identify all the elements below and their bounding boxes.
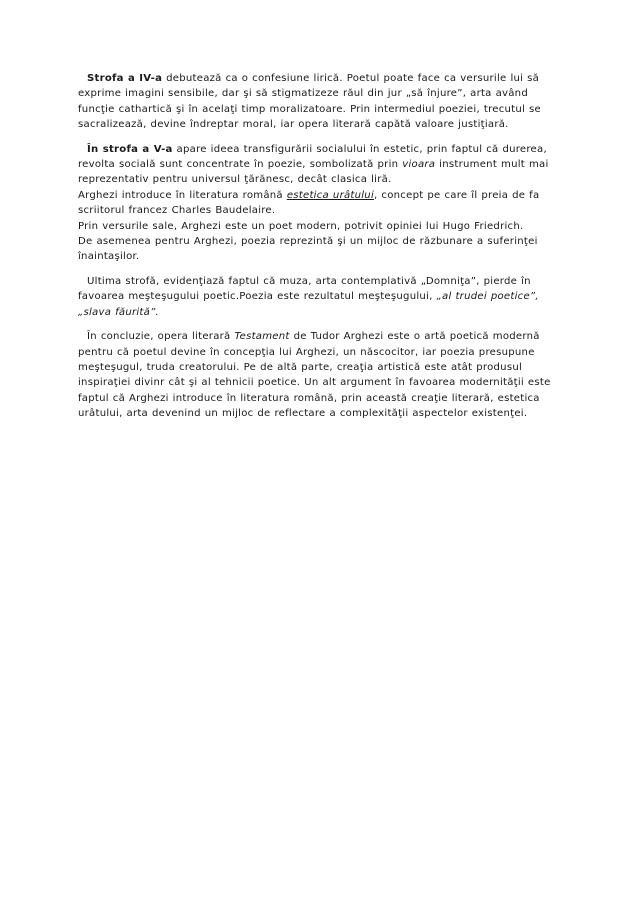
document-body <box>78 71 564 431</box>
title-testament: Testament <box>234 331 290 343</box>
paragraph-heading: Strofa a IV-a <box>87 73 163 84</box>
paragraph-text: instrument mult mai reprezentativ pentru universul ţărănesc, decât clasica liră. <box>78 159 549 186</box>
quote-trudei-poetice: „al trudei poetice”, <box>436 291 539 303</box>
paragraph-text: De asemenea pentru Arghezi, poezia reprezintă şi un mijloc de răzbunare a suferinţei înaintaşilor. <box>78 236 538 263</box>
emphasis-estetica-uratului: estetica urâtului <box>286 189 375 201</box>
paragraph-ultima-strofa <box>78 274 564 320</box>
emphasis-vioara: vioara <box>402 159 436 171</box>
paragraph-text: Arghezi introduce în literatura română <box>78 189 287 201</box>
paragraph-text: apare ideea transfigurării socialului în estetic, prin faptul că durerea, revolta socială sunt concentrate în poezie, sombolizată prin <box>78 143 547 171</box>
paragraph-strofa-4 <box>78 71 564 133</box>
paragraph-text: debutează ca o confesiune lirică. Poetul poate face ca versurile lui să exprime imagini sensibile, dar şi să stigmatizeze răul din jur „să înjure”, arta având funcţie cathartică şi în acelaţi timp moralizatoare. Prin intermediul poeziei, trecutul se sacralizează, devine îndreptar moral, iar opera literară capătă valoare justiţiară. <box>78 73 541 131</box>
paragraph-strofa-5 <box>78 142 564 265</box>
paragraph-text: Ultima strofă, evidenţiază faptul că muza, arta contemplativă „Domniţa”, pierde în favoarea meşteşugului poetic.Poezia este rezultatul meşteşugului, <box>78 275 531 303</box>
paragraph-text: Prin versurile sale, Arghezi este un poet modern, potrivit opiniei lui Hugo Friedrich. <box>78 220 524 232</box>
paragraph-text: În concluzie, opera literară <box>87 331 235 343</box>
paragraph-concluzie <box>78 329 564 421</box>
paragraph-heading: În strofa a V-a <box>87 143 173 155</box>
paragraph-text: , concept pe care îl preia de fa scriitorul francez Charles Baudelaire. <box>78 189 540 217</box>
paragraph-text: de Tudor Arghezi este o artă poetică modernă pentru că poetul devine în concepţia lui Arghezi, un născocitor, iar poezia presupune meşteşugul, truda creatorului. Pe de altă parte, creaţia artistică este atât produsul inspiraţiei divinr cât şi al tehnicii poetice. Un alt argument în favoarea modernităţii este faptul că Arghezi introduce în literatura română, prin această creaţie literară, estetica urâtului, arta devenind un mijloc de reflectare a complexităţii aspectelor existenţei. <box>78 331 551 420</box>
quote-slava-faurita: „slava făurită”. <box>78 306 160 318</box>
